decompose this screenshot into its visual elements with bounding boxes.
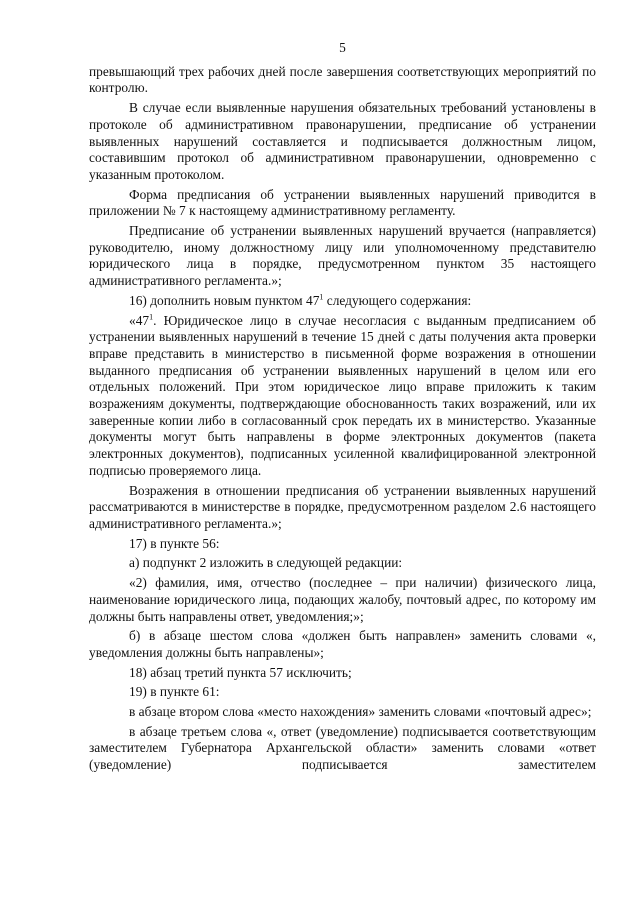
- superscript-2: 1: [149, 312, 154, 322]
- paragraph-6-text: «47: [129, 312, 150, 328]
- paragraph-12: 18) абзац третий пункта 57 исключить;: [129, 664, 352, 680]
- document-page: [89, 40, 596, 777]
- paragraph-11: б) в абзаце шестом слова «должен быть направлен» заменить словами «, уведомления должны быть направлены»;: [89, 628, 596, 660]
- paragraph-6: [89, 313, 596, 480]
- paragraph-5-text: 16) дополнить новым пунктом 47: [129, 292, 320, 308]
- paragraph-4: Предписание об устранении выявленных нарушений вручается (направляется) руководителю, иному должностному лицу или уполномоченному представителю юридического лица в порядке, предусмотренном пунктом 35 настоящего административного регламента.»;: [89, 223, 596, 289]
- paragraph-3: Форма предписания об устранении выявленных нарушений приводится в приложении № 7 к настоящему административному регламенту.: [89, 186, 596, 219]
- paragraph-13: 19) в пункте 61:: [129, 684, 220, 700]
- paragraph-14: в абзаце втором слова «место нахождения» заменить словами «почтовый адрес»;: [129, 704, 592, 720]
- paragraph-7: Возражения в отношении предписания об устранении выявленных нарушений рассматриваются в министерстве в порядке, предусмотренном разделом 2.6 настоящего административного регламента.»;: [89, 482, 596, 531]
- paragraph-9: а) подпункт 2 изложить в следующей редакции:: [129, 555, 403, 571]
- paragraph-1: превышающий трех рабочих дней после завершения соответствующих мероприятий по контролю.: [89, 63, 596, 96]
- paragraph-8: 17) в пункте 56:: [129, 535, 220, 551]
- superscript-1: 1: [319, 292, 324, 302]
- paragraph-6-tail: . Юридическое лицо в случае несогласия с выданным предписанием об устранении выявленных нарушений в течение 15 дней с даты получения акта проверки вправе представить в министерство в письменной форме возражения в отношении выданного предписания об устранении выявленных нарушений в целом или его отдельных положений. При этом юридическое лицо вправе приложить к таким возражениям документы, подтверждающие обоснованность таких возражений, или их заверенные копии либо в согласованный срок передать их в министерство. Указанные документы могут быть направлены в форме электронных документов (пакета электронных документов), подписанных усиленной квалифицированной электронной подписью проверяемого лица.: [89, 312, 596, 478]
- paragraph-5-tail: следующего содержания:: [323, 292, 472, 308]
- page-number: 5: [339, 40, 346, 55]
- paragraph-10: «2) фамилия, имя, отчество (последнее – при наличии) физического лица, наименование юридического лица, подающих жалобу, почтовый адрес, по которому им должны быть направлены ответ, уведомления;»;: [89, 575, 596, 624]
- paragraph-15: в абзаце третьем слова «, ответ (уведомление) подписывается соответствующим заместителем Губернатора Архангельской области» заменить словами «ответ (уведомление) подписывается заместителем: [89, 723, 596, 773]
- paragraph-5: [89, 293, 596, 310]
- paragraph-2: В случае если выявленные нарушения обязательных требований установлены в протоколе об административном правонарушении, предписание об устранении выявленных нарушений составляется и подписывается должностным лицом, составившим протокол об административном правонарушении, одновременно с указанным протоколом.: [89, 100, 596, 182]
